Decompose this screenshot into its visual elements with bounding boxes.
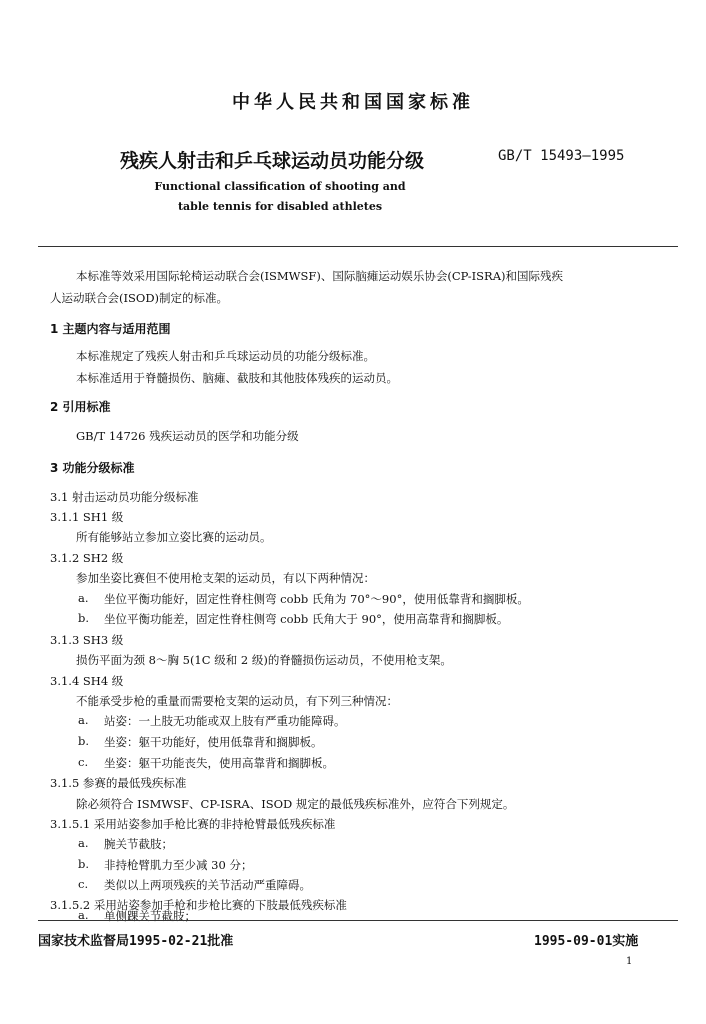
effective-date: 1995-09-01 — [534, 934, 613, 949]
list-label: a. — [78, 591, 89, 605]
clause-3-1-3: 3.1.3 SH3 级 — [50, 633, 124, 647]
section1-para2: 本标准适用于脊髓损伤、脑瘫、截肢和其他肢体残疾的运动员。 — [76, 371, 398, 385]
footer-rule — [38, 920, 678, 921]
list-label: b. — [78, 611, 90, 625]
clause-3-1-1-text: 所有能够站立参加立姿比赛的运动员。 — [76, 530, 272, 544]
preamble-line1: 本标准等效采用国际轮椅运动联合会(ISMWSF)、国际脑瘫运动娱乐协会(CP-ISRA)和国际残疾 — [76, 269, 563, 283]
clause-3-1-5-2: 3.1.5.2 采用站姿参加手枪和步枪比赛的下肢最低残疾标准 — [50, 898, 347, 912]
list-label: a. — [78, 908, 89, 922]
clause-3-1-5-1-b: 非持枪臂肌力至少减 30 分； — [104, 858, 253, 872]
list-label: a. — [78, 713, 89, 727]
effective-label: 实施 — [612, 934, 639, 949]
clause-3-1-4-text: 不能承受步枪的重量而需要枪支架的运动员，有下列三种情况： — [76, 694, 398, 708]
document-title: 残疾人射击和乒乓球运动员功能分级 — [120, 150, 425, 172]
section3-heading: 3 功能分级标准 — [50, 461, 135, 475]
clause-3-1-5-1-c: 类似以上两项残疾的关节活动严重障碍。 — [104, 878, 311, 892]
clause-3-1-1: 3.1.1 SH1 级 — [50, 510, 124, 524]
footer-approval — [38, 930, 233, 949]
preamble-line2: 人运动联合会(ISOD)制定的标准。 — [50, 291, 229, 305]
clause-3-1-5-1-a: 腕关节截肢； — [104, 837, 173, 851]
clause-3-1-2-text: 参加坐姿比赛但不使用枪支架的运动员，有以下两种情况： — [76, 571, 375, 585]
clause-3-1-4-c: 坐姿：躯干功能丧失，使用高靠背和搁脚板。 — [104, 756, 334, 770]
footer-effective — [534, 930, 638, 949]
clause-3-1-5-2-a: 单侧踝关节截肢； — [104, 909, 196, 923]
clause-3-1-3-text: 损伤平面为颈 8～胸 5(1C 级和 2 级)的脊髓损伤运动员，不使用枪支架。 — [76, 653, 452, 667]
standard-number: GB/T 15493—1995 — [498, 148, 625, 164]
list-label: b. — [78, 734, 90, 748]
clause-3-1-4: 3.1.4 SH4 级 — [50, 674, 124, 688]
country-standard-heading: 中华人民共和国国家标准 — [232, 92, 474, 113]
reference-item: GB/T 14726 残疾运动员的医学和功能分级 — [76, 429, 299, 443]
list-label: b. — [78, 857, 90, 871]
approve-date: 1995-02-21 — [129, 934, 208, 949]
clause-3-1-2: 3.1.2 SH2 级 — [50, 551, 124, 565]
clause-3-1-4-a: 站姿：一上肢无功能或双上肢有严重功能障碍。 — [104, 714, 346, 728]
english-title-line2: table tennis for disabled athletes — [177, 200, 383, 213]
clause-3-1-2-b: 坐位平衡功能差，固定性脊柱侧弯 cobb 氏角大于 90°，使用高靠背和搁脚板。 — [104, 612, 509, 626]
issuer: 国家技术监督局 — [38, 934, 130, 949]
clause-3-1-2-a: 坐位平衡功能好，固定性脊柱侧弯 cobb 氏角为 70°～90°，使用低靠背和搁脚板。 — [104, 592, 529, 606]
approve-label: 批准 — [207, 934, 234, 949]
clause-3-1-4-b: 坐姿：躯干功能好，使用低靠背和搁脚板。 — [104, 735, 323, 749]
english-title-line1: Functional classification of shooting and — [154, 180, 406, 193]
clause-3-1-5-text: 除必须符合 ISMWSF、CP-ISRA、ISOD 规定的最低残疾标准外，应符合下列规定。 — [76, 797, 515, 811]
list-label: c. — [78, 877, 89, 891]
section1-para1: 本标准规定了残疾人射击和乒乓球运动员的功能分级标准。 — [76, 349, 375, 363]
section1-heading: 1 主题内容与适用范围 — [50, 322, 171, 336]
clause-3-1: 3.1 射击运动员功能分级标准 — [50, 490, 199, 504]
section2-heading: 2 引用标准 — [50, 400, 111, 414]
page-number: 1 — [626, 956, 633, 967]
header-rule — [38, 246, 678, 247]
clause-3-1-5-1: 3.1.5.1 采用站姿参加手枪比赛的非持枪臂最低残疾标准 — [50, 817, 336, 831]
list-label: c. — [78, 755, 89, 769]
list-label: a. — [78, 836, 89, 850]
clause-3-1-5: 3.1.5 参赛的最低残疾标准 — [50, 776, 187, 790]
